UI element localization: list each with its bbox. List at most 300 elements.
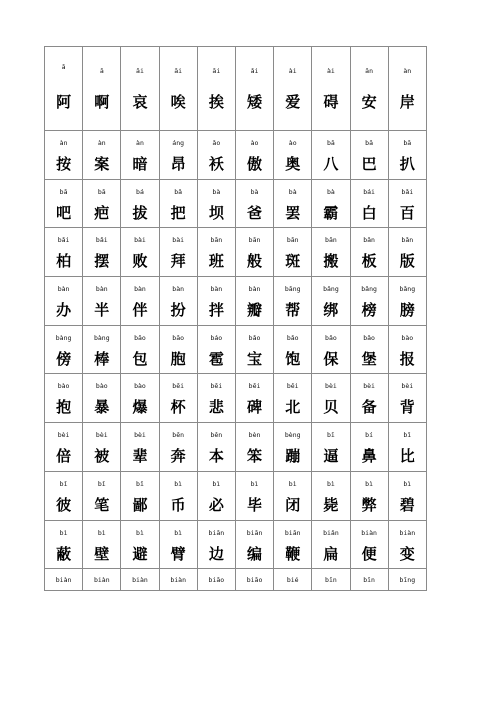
hanzi-character: 鞭 [285, 544, 301, 563]
character-cell [274, 569, 312, 591]
hanzi-character: 八 [323, 155, 339, 173]
character-cell [121, 277, 159, 326]
hanzi-character: 逼 [323, 447, 339, 466]
hanzi-character: 百 [399, 203, 415, 222]
hanzi-character: 吧 [56, 203, 72, 222]
character-cell [388, 131, 426, 180]
character-cell [350, 520, 388, 569]
hanzi-character: 背 [399, 398, 415, 417]
hanzi-character: 悲 [208, 398, 224, 417]
hanzi-character: 弊 [361, 495, 377, 514]
character-cell [388, 374, 426, 423]
pinyin-label: bēn [172, 431, 185, 440]
character-cell [159, 471, 197, 520]
character-cell [197, 131, 235, 180]
character-cell [197, 374, 235, 423]
character-cell [388, 423, 426, 472]
pinyin-label: āi [174, 67, 183, 75]
pinyin-label: àn [403, 67, 412, 75]
pinyin-label: bì [326, 479, 335, 488]
character-cell [83, 325, 121, 374]
hanzi-character: 膀 [399, 301, 415, 320]
character-cell [197, 277, 235, 326]
pinyin-label: bèi [363, 382, 375, 391]
hanzi-character: 拌 [208, 301, 224, 320]
hanzi-character: 报 [399, 349, 415, 368]
pinyin-label: bāo [134, 333, 146, 342]
hanzi-character: 白 [361, 203, 377, 222]
character-cell [159, 47, 197, 131]
hanzi-character: 搬 [323, 252, 339, 271]
hanzi-character: 边 [208, 544, 224, 563]
pinyin-label: bǐ [403, 431, 412, 440]
character-cell [159, 228, 197, 277]
table-row [45, 471, 427, 520]
character-cell [274, 423, 312, 472]
hanzi-character: 暴 [94, 398, 110, 417]
character-cell [235, 520, 273, 569]
pinyin-label: bài [134, 236, 146, 245]
pinyin-label: ān [365, 67, 373, 75]
hanzi-character: 避 [132, 544, 148, 563]
pinyin-label: bàn [172, 285, 185, 294]
pinyin-label: bì [403, 479, 412, 488]
hanzi-character: 唉 [170, 93, 186, 111]
character-cell [274, 471, 312, 520]
hanzi-character: 鄙 [132, 495, 148, 514]
hanzi-character: 傍 [56, 349, 72, 368]
hanzi-character: 饱 [285, 349, 301, 368]
pinyin-label: áng [172, 139, 185, 147]
character-cell [45, 520, 83, 569]
pinyin-label: bǐ [136, 479, 144, 488]
hanzi-character: 榜 [361, 301, 377, 320]
pinyin-label: bī [326, 431, 335, 440]
hanzi-character: 奥 [285, 155, 301, 173]
character-cell [274, 47, 312, 131]
character-cell [312, 179, 350, 228]
pinyin-label: bèi [134, 431, 146, 440]
pinyin-label: bài [172, 236, 185, 245]
hanzi-character: 胞 [170, 349, 186, 368]
character-cell [159, 131, 197, 180]
pinyin-label: bā [403, 139, 412, 147]
pinyin-label: bā [365, 139, 373, 147]
hanzi-character: 按 [56, 155, 72, 173]
character-cell [350, 277, 388, 326]
character-cell [388, 520, 426, 569]
character-cell [388, 228, 426, 277]
pinyin-label: bīn [325, 576, 337, 585]
pinyin-label: bā [97, 187, 106, 196]
pinyin-label: bèi [325, 382, 337, 391]
pinyin-label: bì [250, 479, 259, 488]
character-cell [83, 569, 121, 591]
pinyin-label: bīn [363, 576, 375, 585]
character-cell [45, 569, 83, 591]
hanzi-character: 币 [170, 495, 186, 514]
hanzi-character: 瓣 [247, 301, 263, 320]
pinyin-label: bào [95, 382, 108, 391]
pinyin-label: bèi [95, 431, 108, 440]
pinyin-label: biàn [361, 528, 377, 537]
character-cell [235, 471, 273, 520]
hanzi-character: 杯 [170, 398, 186, 417]
pinyin-label: bì [136, 528, 144, 537]
pinyin-label: bān [210, 236, 223, 245]
pinyin-label: bàn [248, 285, 261, 294]
hanzi-character: 蔽 [56, 544, 72, 563]
character-cell [159, 520, 197, 569]
hanzi-character: 笨 [247, 447, 263, 466]
pinyin-label: bì [365, 479, 373, 488]
character-cell [121, 423, 159, 472]
pinyin-label: bà [250, 187, 259, 196]
pinyin-label: biàn [132, 576, 148, 585]
character-cell [45, 179, 83, 228]
hanzi-character: 宝 [247, 349, 263, 368]
character-cell [83, 471, 121, 520]
pinyin-label: āi [136, 67, 144, 75]
pinyin-label: biāo [208, 576, 225, 585]
hanzi-character: 抱 [56, 398, 72, 417]
character-cell [83, 228, 121, 277]
pinyin-label: ài [326, 67, 335, 75]
hanzi-character: 碑 [247, 398, 263, 417]
hanzi-character: 比 [399, 447, 415, 466]
character-cell [159, 179, 197, 228]
pinyin-label: bēi [248, 382, 261, 391]
character-cell [312, 520, 350, 569]
table-row [45, 277, 427, 326]
character-cell [312, 471, 350, 520]
hanzi-character: 柏 [56, 252, 72, 271]
pinyin-label: bǎo [286, 333, 299, 342]
pinyin-label: bǎo [248, 333, 261, 342]
pinyin-label: àn [136, 139, 144, 147]
character-cell [312, 277, 350, 326]
pinyin-label: bān [325, 236, 337, 245]
character-cell [388, 277, 426, 326]
character-cell [121, 325, 159, 374]
hanzi-character: 毕 [247, 495, 263, 514]
hanzi-character: 鼻 [361, 447, 377, 466]
pinyin-label: bā [59, 187, 68, 196]
character-cell [121, 47, 159, 131]
character-cell [45, 374, 83, 423]
pinyin-label: bí [365, 431, 373, 440]
table-row [45, 374, 427, 423]
character-cell [197, 569, 235, 591]
pinyin-label: bēi [172, 382, 185, 391]
pinyin-label: ài [288, 67, 297, 75]
pinyin-label: bāng [284, 285, 301, 294]
hanzi-character: 碍 [323, 93, 339, 111]
character-cell [197, 179, 235, 228]
hanzi-character: 编 [247, 544, 263, 563]
hanzi-character: 安 [361, 93, 377, 111]
hanzi-character: 扒 [399, 155, 415, 173]
pinyin-label: bīng [399, 576, 416, 585]
pinyin-label: bì [174, 528, 183, 537]
pinyin-label: bié [286, 576, 299, 585]
character-cell [350, 47, 388, 131]
pinyin-label: bì [288, 479, 297, 488]
hanzi-character: 倍 [56, 447, 72, 466]
pinyin-label: bà [326, 187, 335, 196]
hanzi-character: 巴 [361, 155, 377, 173]
pinyin-label: bàng [55, 333, 72, 342]
character-cell [121, 179, 159, 228]
hanzi-character: 挨 [208, 93, 224, 111]
pinyin-label: běi [286, 382, 299, 391]
hanzi-character: 板 [361, 252, 377, 271]
character-cell [159, 569, 197, 591]
pinyin-label: àn [97, 139, 106, 147]
pinyin-label: biān [246, 528, 263, 537]
character-cell [274, 374, 312, 423]
character-cell [235, 228, 273, 277]
hanzi-character: 包 [132, 349, 148, 368]
character-cell [274, 277, 312, 326]
hanzi-character: 扮 [170, 301, 186, 320]
hanzi-character: 保 [323, 349, 339, 368]
character-cell [312, 325, 350, 374]
hanzi-character: 棒 [94, 349, 110, 368]
hanzi-character: 班 [208, 252, 224, 271]
character-cell [83, 423, 121, 472]
character-cell [312, 569, 350, 591]
character-cell [312, 374, 350, 423]
hanzi-character: 贝 [323, 398, 339, 417]
pinyin-label: ǎi [250, 67, 259, 75]
character-cell [159, 277, 197, 326]
character-cell [274, 179, 312, 228]
hanzi-character: 把 [170, 203, 186, 222]
character-cell [350, 569, 388, 591]
hanzi-character: 爆 [132, 398, 148, 417]
hanzi-character: 岸 [399, 93, 415, 111]
character-cell [235, 179, 273, 228]
character-cell [197, 471, 235, 520]
character-cell [312, 228, 350, 277]
hanzi-character: 扁 [323, 544, 339, 563]
hanzi-character: 拜 [170, 252, 186, 271]
pinyin-label: biàn [93, 576, 110, 585]
hanzi-character: 帮 [285, 301, 301, 320]
character-cell [350, 325, 388, 374]
hanzi-character: 碧 [399, 495, 415, 514]
hanzi-character: 毙 [323, 495, 339, 514]
character-cell [197, 325, 235, 374]
hanzi-character: 罢 [285, 203, 301, 222]
table-row [45, 520, 427, 569]
hanzi-character: 笔 [94, 495, 110, 514]
pinyin-label: bèn [248, 431, 261, 440]
character-cell [312, 423, 350, 472]
pinyin-label: biàn [55, 576, 72, 585]
hanzi-character: 版 [399, 252, 415, 271]
pinyin-label: bàn [95, 285, 108, 294]
character-cell [235, 569, 273, 591]
hanzi-character: 阿 [56, 93, 72, 111]
character-cell [235, 277, 273, 326]
pinyin-label: bǎi [57, 236, 70, 245]
hanzi-character: 变 [399, 544, 415, 563]
character-cell [312, 47, 350, 131]
character-cell [350, 131, 388, 180]
hanzi-character: 半 [94, 301, 110, 320]
hanzi-character: 绑 [323, 301, 339, 320]
character-cell [235, 374, 273, 423]
hanzi-character: 爱 [285, 93, 301, 111]
table-row [45, 228, 427, 277]
pinyin-label: bì [59, 528, 68, 537]
hanzi-character: 坝 [208, 203, 224, 222]
pinyin-label: bǎi [95, 236, 108, 245]
pinyin-label: bàn [57, 285, 70, 294]
table-row [45, 423, 427, 472]
hanzi-character: 便 [361, 544, 377, 563]
character-cell [45, 47, 83, 131]
character-cell [83, 179, 121, 228]
character-cell [121, 131, 159, 180]
character-cell [197, 47, 235, 131]
hanzi-character: 北 [285, 398, 301, 417]
character-cell [121, 520, 159, 569]
pinyin-label: bān [286, 236, 299, 245]
hanzi-character: 辈 [132, 447, 148, 466]
pinyin-label: biǎn [323, 528, 339, 537]
pinyin-label: bàn [134, 285, 146, 294]
pinyin-label: āi [212, 67, 221, 75]
hanzi-character: 被 [94, 447, 110, 466]
pinyin-label: bàn [210, 285, 223, 294]
character-cell [159, 423, 197, 472]
pinyin-label: ā [61, 63, 66, 71]
table-row [45, 131, 427, 180]
pinyin-character-table [44, 46, 427, 591]
character-cell [45, 277, 83, 326]
hanzi-character: 斑 [285, 252, 301, 271]
pinyin-label: bǐ [97, 479, 106, 488]
pinyin-label: bì [97, 528, 106, 537]
table-row [45, 179, 427, 228]
hanzi-character: 案 [94, 155, 110, 173]
character-cell [350, 228, 388, 277]
pinyin-label: biāo [246, 576, 263, 585]
character-cell [83, 131, 121, 180]
character-cell [159, 325, 197, 374]
hanzi-character: 必 [208, 495, 224, 514]
hanzi-character: 拔 [132, 203, 148, 222]
pinyin-label: bà [288, 187, 297, 196]
pinyin-label: ǎo [212, 139, 221, 147]
hanzi-character: 伴 [132, 301, 148, 320]
character-cell [235, 325, 273, 374]
hanzi-character: 雹 [208, 349, 224, 368]
pinyin-label: bǎn [401, 236, 414, 245]
character-cell [274, 325, 312, 374]
pinyin-label: bǎn [363, 236, 375, 245]
hanzi-character: 昂 [170, 155, 186, 173]
pinyin-label: bà [212, 187, 221, 196]
character-cell [45, 325, 83, 374]
character-cell [274, 520, 312, 569]
character-cell [45, 423, 83, 472]
hanzi-character: 暗 [132, 155, 148, 173]
pinyin-label: bèng [284, 431, 301, 440]
character-cell [121, 471, 159, 520]
hanzi-character: 奔 [170, 447, 186, 466]
character-cell [274, 228, 312, 277]
pinyin-label: bēi [210, 382, 223, 391]
character-cell [350, 179, 388, 228]
character-cell [197, 228, 235, 277]
hanzi-character: 蹦 [285, 447, 301, 466]
character-cell [388, 471, 426, 520]
character-cell [312, 131, 350, 180]
pinyin-label: biān [284, 528, 301, 537]
hanzi-character: 摆 [94, 252, 110, 271]
pinyin-label: bǎo [325, 333, 337, 342]
character-cell [235, 131, 273, 180]
character-cell [274, 131, 312, 180]
pinyin-label: biàn [399, 528, 416, 537]
hanzi-character: 般 [247, 252, 263, 271]
pinyin-label: bèi [57, 431, 70, 440]
character-cell [45, 471, 83, 520]
character-cell [350, 471, 388, 520]
hanzi-character: 闭 [285, 495, 301, 514]
character-cell [121, 374, 159, 423]
pinyin-label: bào [401, 333, 414, 342]
pinyin-label: bǎi [401, 187, 414, 196]
pinyin-label: bèi [401, 382, 414, 391]
pinyin-label: bāo [172, 333, 185, 342]
pinyin-label: báo [210, 333, 223, 342]
hanzi-character: 臂 [170, 544, 186, 563]
hanzi-character: 备 [361, 398, 377, 417]
table-row [45, 569, 427, 591]
pinyin-label: bǎng [399, 285, 416, 294]
pinyin-label: bì [212, 479, 221, 488]
pinyin-label: bá [136, 187, 144, 196]
character-cell [197, 520, 235, 569]
character-cell [235, 47, 273, 131]
character-cell [83, 47, 121, 131]
hanzi-character: 壁 [94, 544, 110, 563]
table-row [45, 325, 427, 374]
hanzi-character: 堡 [361, 349, 377, 368]
character-cell [159, 374, 197, 423]
character-cell [388, 569, 426, 591]
pinyin-label: běn [210, 431, 223, 440]
character-cell [83, 277, 121, 326]
pinyin-label: bǎng [323, 285, 339, 294]
hanzi-character: 哀 [132, 93, 148, 111]
pinyin-label: biān [208, 528, 225, 537]
pinyin-label: bǎo [363, 333, 375, 342]
pinyin-label: bǐ [59, 479, 68, 488]
hanzi-character: 啊 [94, 93, 110, 111]
hanzi-character: 本 [208, 447, 224, 466]
character-cell [350, 374, 388, 423]
hanzi-character: 傲 [247, 155, 263, 173]
pinyin-label: bā [326, 139, 335, 147]
character-cell [121, 228, 159, 277]
pinyin-label: bì [174, 479, 183, 488]
